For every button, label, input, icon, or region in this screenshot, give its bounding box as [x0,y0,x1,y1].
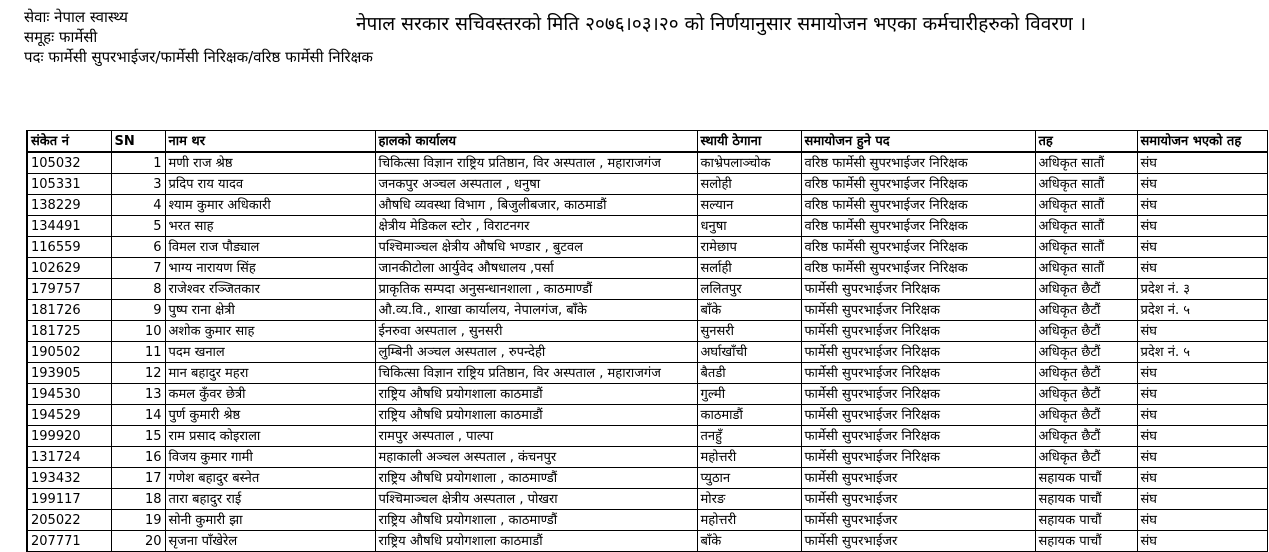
cell-code: 138229 [27,195,111,216]
cell-sn: 6 [111,237,165,258]
cell-level: सहायक पाचौं [1035,531,1137,552]
cell-name: मान बहादुर महरा [165,363,375,384]
cell-sn: 9 [111,300,165,321]
cell-sn: 13 [111,384,165,405]
cell-adjusted-post: फार्मेसी सुपरभाईजर निरिक्षक [801,342,1035,363]
cell-name: तारा बहादुर राई [165,489,375,510]
cell-level: अधिकृत छैटौं [1035,321,1137,342]
cell-adjusted-post: फार्मेसी सुपरभाईजर निरिक्षक [801,300,1035,321]
cell-adjusted-level: प्रदेश नं. ५ [1137,300,1267,321]
cell-permanent-address: महोत्तरी [697,510,801,531]
cell-code: 194529 [27,405,111,426]
cell-adjusted-level: संघ [1137,174,1267,195]
cell-adjusted-post: फार्मेसी सुपरभाईजर [801,531,1035,552]
cell-permanent-address: अर्घाखाँची [697,342,801,363]
cell-permanent-address: मोरङ [697,489,801,510]
cell-code: 199117 [27,489,111,510]
cell-adjusted-post: फार्मेसी सुपरभाईजर निरिक्षक [801,384,1035,405]
cell-current-office: रामपुर अस्पताल , पाल्पा [375,426,697,447]
cell-adjusted-level: संघ [1137,258,1267,279]
cell-adjusted-post: फार्मेसी सुपरभाईजर निरिक्षक [801,363,1035,384]
col-adjusted-level: समायोजन भएको तह [1137,131,1267,153]
cell-code: 102629 [27,258,111,279]
cell-current-office: राष्ट्रिय औषधि प्रयोगशाला , काठमाण्डौं [375,468,697,489]
cell-permanent-address: महोत्तरी [697,447,801,468]
cell-level: अधिकृत सातौं [1035,174,1137,195]
cell-name: पुष्प राना क्षेत्री [165,300,375,321]
cell-adjusted-post: फार्मेसी सुपरभाईजर निरिक्षक [801,426,1035,447]
cell-adjusted-level: प्रदेश नं. ५ [1137,342,1267,363]
table-row [27,384,1267,405]
cell-adjusted-level: संघ [1137,468,1267,489]
cell-level: सहायक पाचौं [1035,468,1137,489]
cell-adjusted-post: फार्मेसी सुपरभाईजर निरिक्षक [801,321,1035,342]
table-row [27,174,1267,195]
cell-current-office: पश्चिमाञ्चल क्षेत्रीय औषधि भण्डार , बुटवल [375,237,697,258]
table-row [27,195,1267,216]
table-row [27,342,1267,363]
cell-current-office: जनकपुर अञ्चल अस्पताल , धनुषा [375,174,697,195]
table-row [27,258,1267,279]
cell-permanent-address: तनहुँ [697,426,801,447]
cell-sn: 16 [111,447,165,468]
cell-name: प्रदिप राय यादव [165,174,375,195]
cell-level: अधिकृत छैटौं [1035,342,1137,363]
cell-adjusted-level: संघ [1137,510,1267,531]
cell-current-office: पश्चिमाञ्चल क्षेत्रीय अस्पताल , पोखरा [375,489,697,510]
cell-current-office: जानकीटोला आर्युवेद औषधालय ,पर्सा [375,258,697,279]
cell-level: अधिकृत सातौं [1035,195,1137,216]
cell-adjusted-level: संघ [1137,489,1267,510]
col-current-office: हालको कार्यालय [375,131,697,153]
cell-level: अधिकृत सातौं [1035,216,1137,237]
service-label: सेवाः नेपाल स्वास्थ्य [24,8,128,26]
col-sn: SN [111,131,165,153]
cell-sn: 17 [111,468,165,489]
cell-level: अधिकृत छैटौं [1035,426,1137,447]
cell-name: सोनी कुमारी झा [165,510,375,531]
cell-current-office: राष्ट्रिय औषधि प्रयोगशाला काठमाडौं [375,531,697,552]
cell-adjusted-post: वरिष्ठ फार्मेसी सुपरभाईजर निरिक्षक [801,216,1035,237]
cell-permanent-address: प्युठान [697,468,801,489]
cell-code: 116559 [27,237,111,258]
table-row [27,321,1267,342]
cell-level: अधिकृत छैटौं [1035,447,1137,468]
cell-code: 181725 [27,321,111,342]
cell-sn: 4 [111,195,165,216]
cell-current-office: राष्ट्रिय औषधि प्रयोगशाला काठमाडौं [375,384,697,405]
cell-adjusted-level: प्रदेश नं. ३ [1137,279,1267,300]
cell-sn: 8 [111,279,165,300]
table-row [27,152,1267,174]
cell-sn: 3 [111,174,165,195]
cell-adjusted-level: संघ [1137,216,1267,237]
cell-permanent-address: काभ्रेपलाञ्चोक [697,152,801,174]
cell-code: 193905 [27,363,111,384]
cell-adjusted-level: संघ [1137,447,1267,468]
employee-table [26,130,1268,552]
cell-permanent-address: बाँके [697,531,801,552]
col-level: तह [1035,131,1137,153]
cell-sn: 10 [111,321,165,342]
cell-adjusted-post: फार्मेसी सुपरभाईजर निरिक्षक [801,405,1035,426]
cell-permanent-address: ललितपुर [697,279,801,300]
table-row [27,363,1267,384]
cell-adjusted-post: वरिष्ठ फार्मेसी सुपरभाईजर निरिक्षक [801,174,1035,195]
cell-adjusted-post: वरिष्ठ फार्मेसी सुपरभाईजर निरिक्षक [801,237,1035,258]
cell-adjusted-level: संघ [1137,363,1267,384]
cell-code: 105331 [27,174,111,195]
cell-name: श्याम कुमार अधिकारी [165,195,375,216]
table-row [27,405,1267,426]
table-row [27,510,1267,531]
cell-adjusted-post: वरिष्ठ फार्मेसी सुपरभाईजर निरिक्षक [801,152,1035,174]
col-adjusted-post: समायोजन हुने पद [801,131,1035,153]
cell-permanent-address: सलोही [697,174,801,195]
cell-adjusted-level: संघ [1137,531,1267,552]
cell-permanent-address: बैतडी [697,363,801,384]
cell-code: 179757 [27,279,111,300]
cell-current-office: चिकित्सा विज्ञान राष्ट्रिय प्रतिष्ठान, विर अस्पताल , महाराजगंज [375,363,697,384]
cell-permanent-address: धनुषा [697,216,801,237]
cell-sn: 5 [111,216,165,237]
cell-current-office: औषधि व्यवस्था विभाग , बिजुलीबजार, काठमाडौं [375,195,697,216]
cell-code: 193432 [27,468,111,489]
cell-permanent-address: सर्लाही [697,258,801,279]
cell-code: 207771 [27,531,111,552]
cell-adjusted-post: फार्मेसी सुपरभाईजर [801,510,1035,531]
cell-current-office: लुम्बिनी अञ्चल अस्पताल , रुपन्देही [375,342,697,363]
cell-name: मणी राज श्रेष्ठ [165,152,375,174]
cell-level: अधिकृत सातौं [1035,237,1137,258]
cell-name: राजेश्वर रञ्जितकार [165,279,375,300]
cell-code: 105032 [27,152,111,174]
cell-code: 205022 [27,510,111,531]
cell-level: सहायक पाचौं [1035,489,1137,510]
col-name: नाम थर [165,131,375,153]
cell-permanent-address: बाँके [697,300,801,321]
cell-permanent-address: सुनसरी [697,321,801,342]
table-body [27,152,1267,552]
cell-code: 190502 [27,342,111,363]
table-row [27,489,1267,510]
cell-name: पुर्ण कुमारी श्रेष्ठ [165,405,375,426]
post-label: पदः फार्मेसी सुपरभाईजर/फार्मेसी निरिक्षक/वरिष्ठ फार्मेसी निरिक्षक [24,48,373,66]
cell-level: अधिकृत छैटौं [1035,384,1137,405]
cell-sn: 15 [111,426,165,447]
table-row [27,468,1267,489]
cell-level: अधिकृत सातौं [1035,258,1137,279]
cell-current-office: औ.व्य.वि., शाखा कार्यालय, नेपालगंज, बाँके [375,300,697,321]
col-permanent-address: स्थायी ठेगाना [697,131,801,153]
cell-adjusted-post: फार्मेसी सुपरभाईजर निरिक्षक [801,279,1035,300]
cell-level: अधिकृत छैटौं [1035,300,1137,321]
cell-code: 131724 [27,447,111,468]
cell-sn: 14 [111,405,165,426]
cell-sn: 18 [111,489,165,510]
cell-name: राम प्रसाद कोइराला [165,426,375,447]
cell-level: अधिकृत सातौं [1035,152,1137,174]
cell-sn: 11 [111,342,165,363]
table-row [27,447,1267,468]
table-header-row [27,131,1267,153]
cell-name: पदम खनाल [165,342,375,363]
cell-sn: 12 [111,363,165,384]
table-row [27,426,1267,447]
cell-name: भाग्य नारायण सिंह [165,258,375,279]
cell-name: भरत साह [165,216,375,237]
cell-adjusted-post: फार्मेसी सुपरभाईजर निरिक्षक [801,447,1035,468]
cell-current-office: राष्ट्रिय औषधि प्रयोगशाला काठमाडौं [375,405,697,426]
cell-current-office: ईनरुवा अस्पताल , सुनसरी [375,321,697,342]
cell-level: अधिकृत छैटौं [1035,363,1137,384]
cell-current-office: क्षेत्रीय मेडिकल स्टोर , विराटनगर [375,216,697,237]
cell-sn: 19 [111,510,165,531]
cell-current-office: महाकाली अञ्चल अस्पताल , कंचनपुर [375,447,697,468]
cell-code: 194530 [27,384,111,405]
table-row [27,216,1267,237]
cell-adjusted-post: वरिष्ठ फार्मेसी सुपरभाईजर निरिक्षक [801,258,1035,279]
cell-name: सृजना पाँखेरेल [165,531,375,552]
cell-name: विमल राज पौड्याल [165,237,375,258]
group-label: समूहः फार्मेसी [24,28,98,46]
cell-sn: 7 [111,258,165,279]
cell-current-office: प्राकृतिक सम्पदा अनुसन्धानशाला , काठमाण्डौं [375,279,697,300]
cell-level: अधिकृत छैटौं [1035,279,1137,300]
cell-adjusted-level: संघ [1137,405,1267,426]
cell-name: अशोक कुमार साह [165,321,375,342]
cell-adjusted-level: संघ [1137,384,1267,405]
cell-name: विजय कुमार गामी [165,447,375,468]
cell-code: 181726 [27,300,111,321]
cell-adjusted-post: वरिष्ठ फार्मेसी सुपरभाईजर निरिक्षक [801,195,1035,216]
cell-code: 134491 [27,216,111,237]
cell-adjusted-level: संघ [1137,321,1267,342]
table-row [27,531,1267,552]
cell-level: अधिकृत छैटौं [1035,405,1137,426]
cell-current-office: चिकित्सा विज्ञान राष्ट्रिय प्रतिष्ठान, विर अस्पताल , महाराजगंज [375,152,697,174]
col-code: संकेत नं [27,131,111,153]
table-row [27,300,1267,321]
cell-name: गणेश बहादुर बस्नेत [165,468,375,489]
cell-code: 199920 [27,426,111,447]
cell-permanent-address: गुल्मी [697,384,801,405]
cell-adjusted-level: संघ [1137,426,1267,447]
table-row [27,237,1267,258]
cell-name: कमल कुँवर छेत्री [165,384,375,405]
cell-adjusted-level: संघ [1137,237,1267,258]
cell-permanent-address: काठमाडौं [697,405,801,426]
cell-sn: 1 [111,152,165,174]
cell-permanent-address: रामेछाप [697,237,801,258]
cell-adjusted-level: संघ [1137,152,1267,174]
cell-adjusted-post: फार्मेसी सुपरभाईजर [801,468,1035,489]
cell-permanent-address: सल्यान [697,195,801,216]
cell-adjusted-level: संघ [1137,195,1267,216]
cell-sn: 20 [111,531,165,552]
table-row [27,279,1267,300]
document-title: नेपाल सरकार सचिवस्तरको मिति २०७६।०३।२० को निर्णयानुसार समायोजन भएका कर्मचारीहरुको विवरण । [356,13,1087,35]
cell-adjusted-post: फार्मेसी सुपरभाईजर [801,489,1035,510]
cell-current-office: राष्ट्रिय औषधि प्रयोगशाला , काठमाण्डौं [375,510,697,531]
cell-level: सहायक पाचौं [1035,510,1137,531]
